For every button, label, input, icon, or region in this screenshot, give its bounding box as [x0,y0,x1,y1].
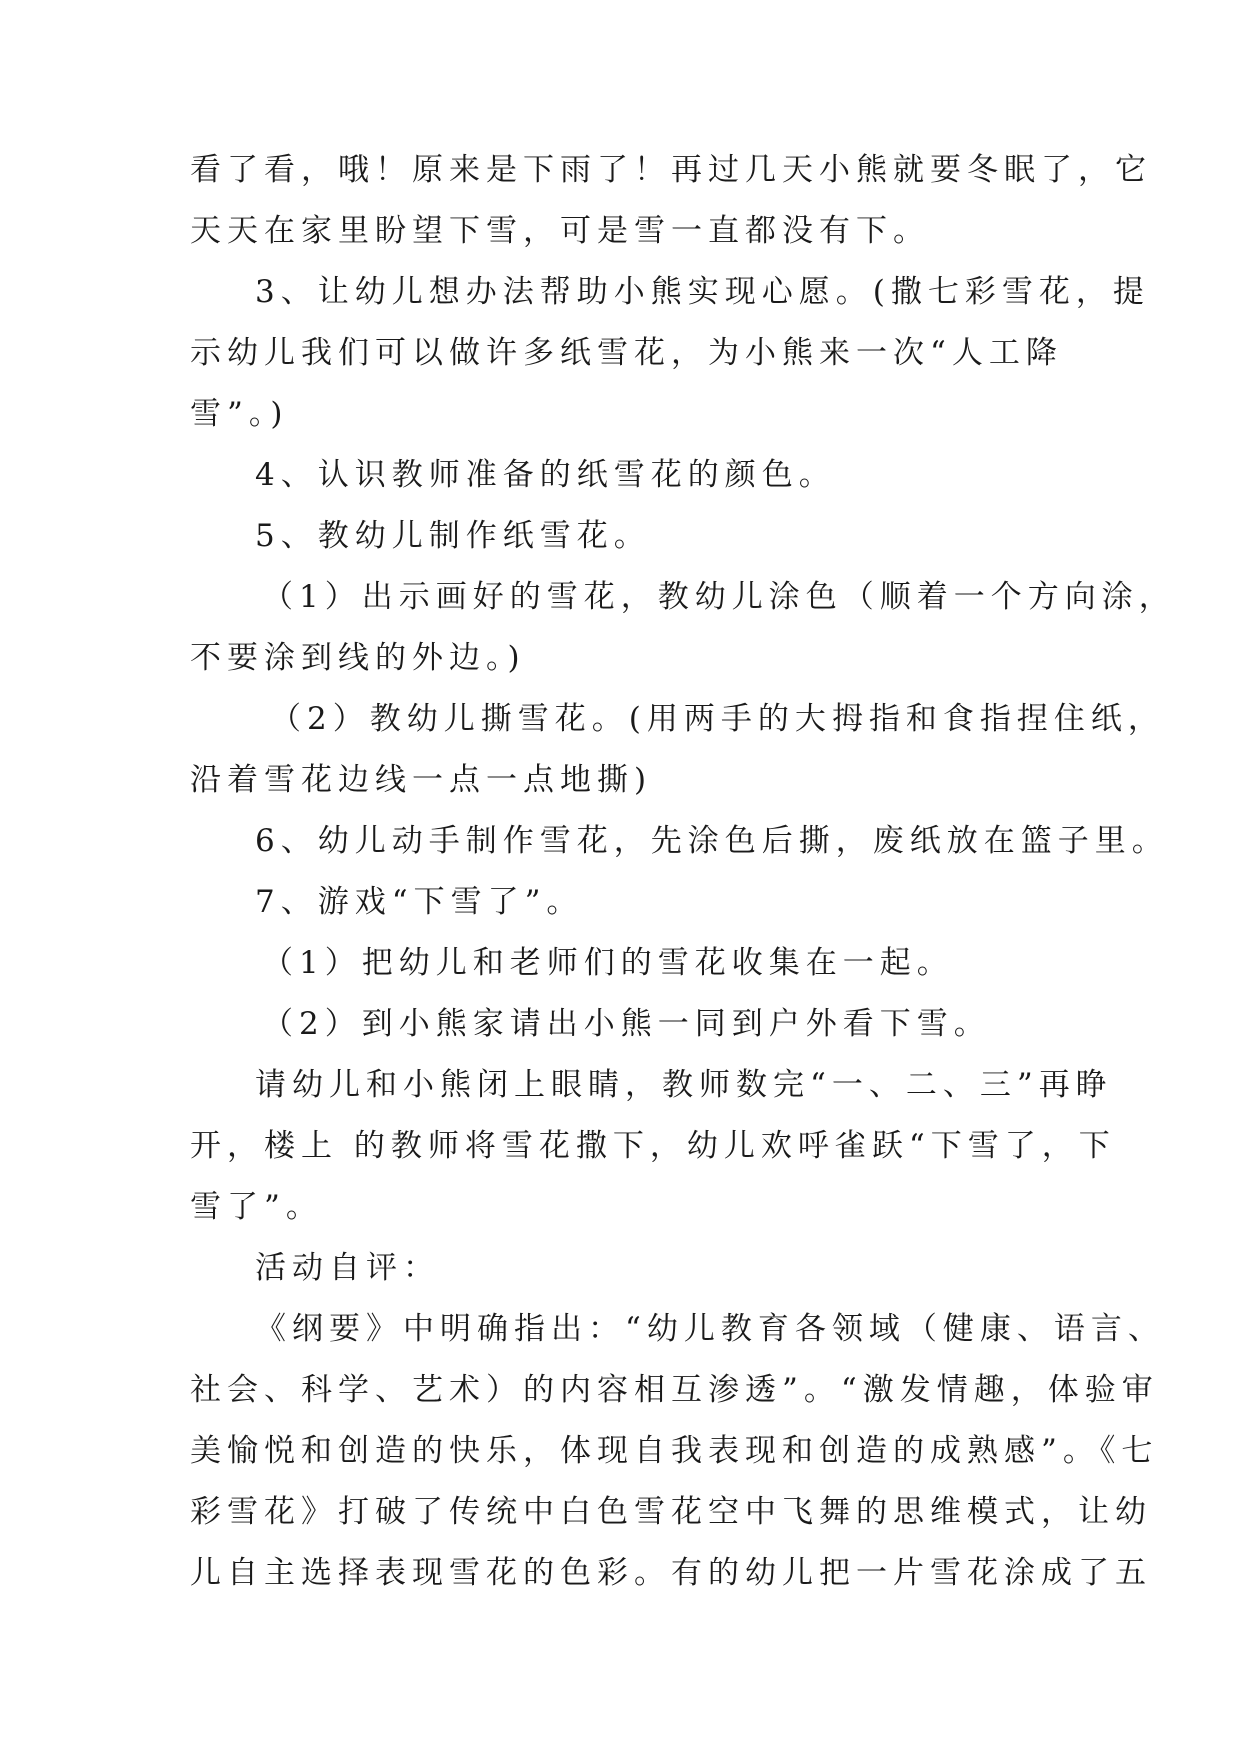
step-4-line: 4、认识教师准备的纸雪花的颜色。 [255,457,836,493]
text-line: 雪了”。 [190,1189,323,1225]
game-substep-1-line: （1）把幼儿和老师们的雪花收集在一起。 [262,945,954,981]
text-line: 社会、科学、艺术）的内容相互渗透”。“激发情趣，体验审 [190,1372,1159,1408]
text-line: 示幼儿我们可以做许多纸雪花，为小熊来一次“人工降 [190,335,1063,371]
text-line: 开，楼上 的教师将雪花撒下，幼儿欢呼雀跃“下雪了，下 [190,1128,1116,1164]
step-6-line: 6、幼儿动手制作雪花，先涂色后撕，废纸放在篮子里。 [255,823,1169,859]
section-heading-self-evaluation: 活动自评： [255,1250,440,1286]
text-line: 天天在家里盼望下雪，可是雪一直都没有下。 [190,213,930,249]
text-line: 沿着雪花边线一点一点地撕) [190,762,653,798]
substep-2-line: （2）教幼儿撕雪花。(用两手的大拇指和食指捏住纸， [270,701,1165,737]
text-line: 美愉悦和创造的快乐，体现自我表现和创造的成熟感”。《七 [190,1433,1159,1469]
text-line: 不要涂到线的外边。) [190,640,526,676]
paragraph-line: 《纲要》中明确指出：“幼儿教育各领域（健康、语言、 [255,1311,1165,1347]
text-line: 雪”。) [190,396,289,432]
step-5-line: 5、教幼儿制作纸雪花。 [255,518,651,554]
game-substep-2-line: （2）到小熊家请出小熊一同到户外看下雪。 [262,1006,991,1042]
step-7-line: 7、游戏“下雪了”。 [255,884,584,920]
paragraph-line: 请幼儿和小熊闭上眼睛，教师数完“一、二、三”再睁 [255,1067,1113,1103]
step-3-line: 3、让幼儿想办法帮助小熊实现心愿。(撒七彩雪花，提 [255,274,1150,310]
substep-1-line: （1）出示画好的雪花，教幼儿涂色（顺着一个方向涂， [262,579,1176,615]
text-line: 看了看，哦！原来是下雨了！再过几天小熊就要冬眠了，它 [190,152,1152,188]
text-line: 彩雪花》打破了传统中白色雪花空中飞舞的思维模式，让幼 [190,1494,1152,1530]
text-line: 儿自主选择表现雪花的色彩。有的幼儿把一片雪花涂成了五 [190,1555,1152,1591]
